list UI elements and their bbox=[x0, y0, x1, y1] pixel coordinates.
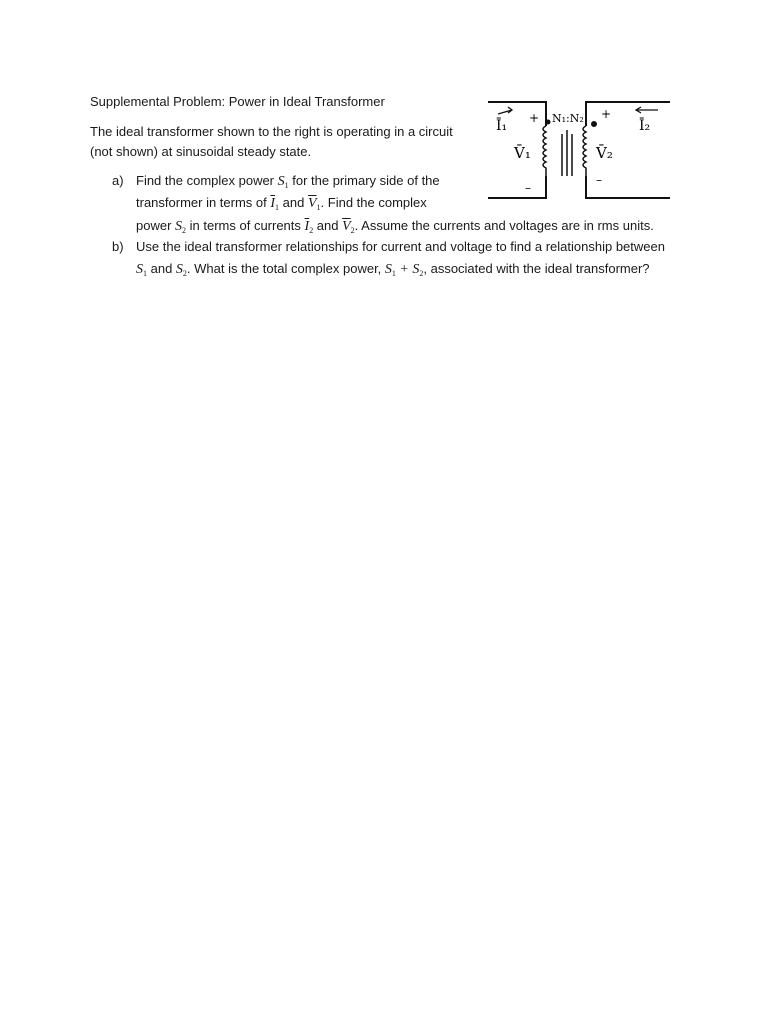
item-b-line-1: Use the ideal transformer relationships for current and voltage to find a relationship between bbox=[136, 239, 665, 254]
text-fragment: and bbox=[279, 195, 308, 210]
i2-label: Ī₂ bbox=[639, 118, 651, 134]
text-fragment: and bbox=[147, 261, 176, 276]
intro-line-1: The ideal transformer shown to the right is operating in a circuit bbox=[90, 124, 453, 139]
symbol-letter: $\overline{V}$ bbox=[307, 196, 317, 211]
primary-coil bbox=[543, 126, 546, 176]
symbol-letter: S bbox=[277, 174, 285, 189]
symbol-s1 bbox=[278, 174, 289, 189]
symbol-subscript: 1 bbox=[316, 203, 321, 212]
intro-paragraph bbox=[90, 122, 460, 162]
secondary-minus: – bbox=[596, 173, 602, 187]
item-b bbox=[112, 235, 672, 281]
symbol-i1 bbox=[270, 196, 279, 211]
symbol-subscript: 1 bbox=[391, 269, 396, 278]
secondary-plus: + bbox=[601, 107, 612, 121]
text-fragment: , associated with the ideal transformer? bbox=[423, 261, 650, 276]
symbol-subscript: 2 bbox=[419, 269, 424, 278]
primary-polarity-dot bbox=[546, 120, 551, 125]
item-b-line-2 bbox=[136, 257, 650, 285]
secondary-polarity-dot bbox=[591, 121, 597, 127]
symbol-letter: $\overline{I}$ bbox=[304, 219, 310, 234]
item-a-label: a) bbox=[112, 173, 124, 188]
secondary-top-wire bbox=[586, 102, 670, 126]
transformer-diagram bbox=[486, 96, 672, 206]
text-fragment: . What is the total complex power, bbox=[186, 261, 385, 276]
symbol-letter: S bbox=[175, 219, 183, 234]
symbol-subscript: 2 bbox=[182, 226, 187, 235]
text-fragment: . Find the complex bbox=[320, 195, 427, 210]
v2-label: V̄₂ bbox=[596, 144, 613, 162]
symbol-subscript: 1 bbox=[143, 269, 147, 278]
symbol-i2 bbox=[305, 219, 314, 234]
symbol-letter: $\overline{V}$ bbox=[342, 219, 351, 234]
secondary-coil bbox=[583, 126, 586, 176]
symbol-s1 bbox=[136, 262, 147, 277]
turns-ratio-label: N₁:N₂ bbox=[552, 112, 584, 125]
text-fragment: transformer in terms of bbox=[136, 195, 271, 210]
primary-bottom-wire bbox=[488, 176, 546, 198]
symbol-letter: S bbox=[136, 262, 143, 277]
text-fragment: in terms of currents bbox=[186, 218, 305, 233]
symbol-subscript: 2 bbox=[182, 269, 187, 278]
symbol-s2 bbox=[412, 262, 423, 277]
symbol-s1 bbox=[385, 262, 396, 277]
symbol-s2 bbox=[175, 219, 186, 234]
plus-sign: + bbox=[395, 262, 413, 277]
primary-plus: + bbox=[529, 111, 540, 125]
problem-title: Supplemental Problem: Power in Ideal Transformer bbox=[90, 94, 385, 109]
i1-label: Ī₁ bbox=[496, 118, 508, 134]
intro-line-2: (not shown) at sinusoidal steady state. bbox=[90, 144, 312, 159]
text-fragment: for the primary side of the bbox=[288, 173, 440, 188]
symbol-subscript: 2 bbox=[309, 226, 314, 235]
symbol-v2 bbox=[342, 219, 355, 234]
text-fragment: power bbox=[136, 218, 176, 233]
symbol-subscript: 1 bbox=[284, 181, 289, 190]
v1-label: V̄₁ bbox=[514, 144, 531, 162]
item-b-label: b) bbox=[112, 239, 124, 254]
symbol-s2 bbox=[176, 262, 187, 277]
symbol-letter: S bbox=[175, 262, 183, 277]
text-fragment: Find the complex power bbox=[136, 173, 278, 188]
primary-minus: – bbox=[525, 181, 531, 195]
symbol-letter: S bbox=[384, 262, 392, 277]
symbol-v1 bbox=[308, 196, 321, 211]
symbol-letter: $\overline{I}$ bbox=[270, 196, 276, 211]
text-fragment: . Assume the currents and voltages are in rms units. bbox=[354, 218, 654, 233]
symbol-subscript: 2 bbox=[350, 226, 355, 235]
symbol-letter: S bbox=[412, 262, 420, 277]
text-fragment: and bbox=[313, 218, 343, 233]
symbol-subscript: 1 bbox=[275, 203, 280, 212]
